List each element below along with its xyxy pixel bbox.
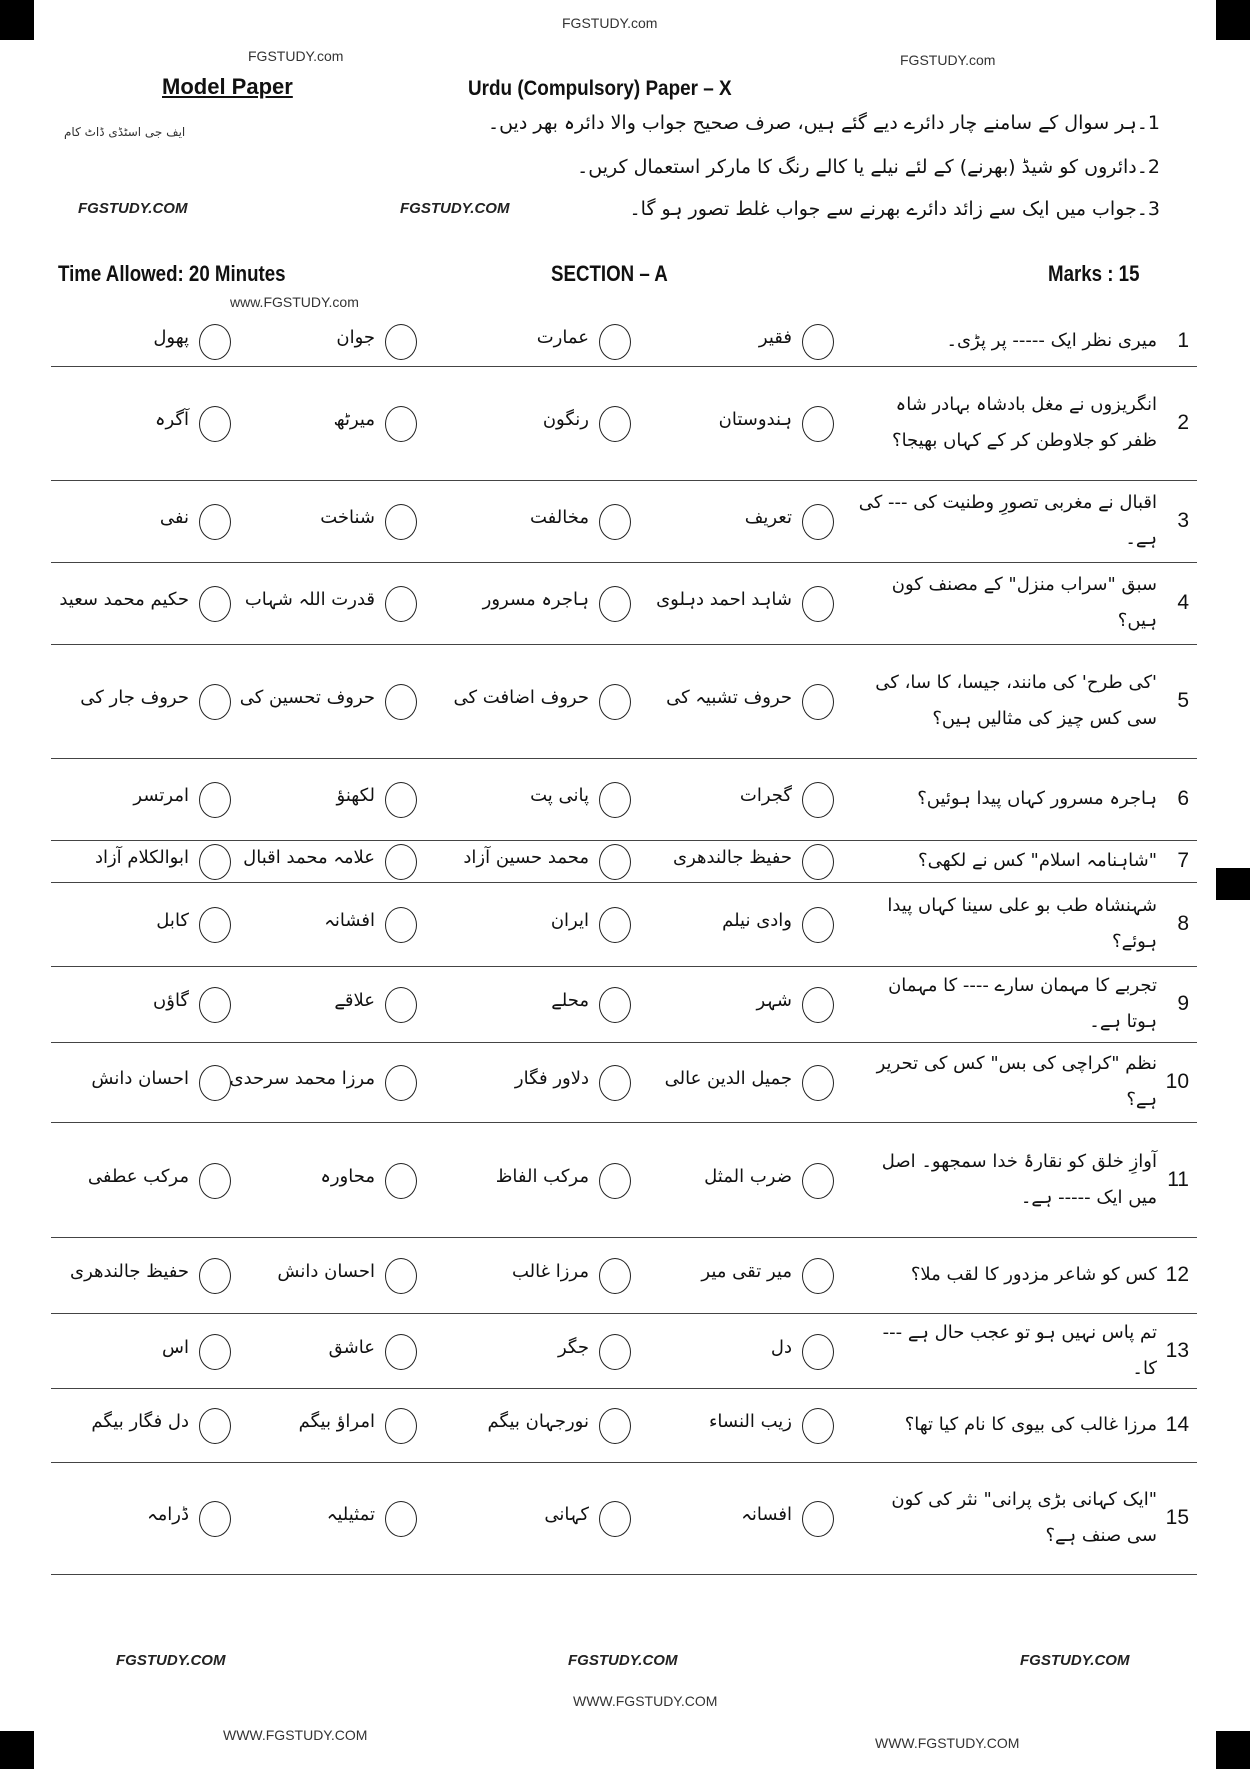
answer-bubble[interactable]	[385, 1258, 417, 1294]
answer-option[interactable]	[451, 1160, 631, 1200]
question-number: 2	[1177, 411, 1189, 434]
question-row	[51, 1388, 1197, 1463]
question-row	[51, 1313, 1197, 1389]
answer-bubble[interactable]	[199, 504, 231, 540]
option-text: آگرہ	[154, 409, 189, 430]
footer-watermark-center: FGSTUDY.COM	[568, 1652, 678, 1669]
option-text: دل فگار بیگم	[91, 1411, 189, 1432]
question-number: 4	[1177, 591, 1189, 614]
option-text: حکیم محمد سعید	[59, 589, 189, 610]
answer-option[interactable]	[51, 1331, 231, 1371]
answer-option[interactable]	[654, 501, 834, 541]
answer-bubble[interactable]	[802, 907, 834, 943]
answer-bubble[interactable]	[802, 1258, 834, 1294]
question-number: 13	[1165, 1338, 1189, 1362]
answer-bubble[interactable]	[599, 987, 631, 1023]
question-number: 5	[1177, 689, 1189, 712]
question-text: مرزا غالب کی بیوی کا نام کیا تھا؟	[904, 1414, 1157, 1435]
question-number: 6	[1177, 787, 1189, 810]
answer-option[interactable]	[51, 984, 231, 1024]
answer-option[interactable]	[654, 681, 834, 721]
option-text: احسان دانش	[277, 1261, 375, 1282]
answer-option[interactable]	[654, 904, 834, 944]
answer-option[interactable]	[654, 1331, 834, 1371]
question-number: 3	[1177, 509, 1189, 532]
answer-bubble[interactable]	[802, 684, 834, 720]
question-text: آوازِ خلق کو نقارۂ خدا سمجھو۔ اصل میں ایک ----- ہے۔	[881, 1150, 1157, 1208]
answer-option[interactable]	[51, 841, 231, 881]
option-text: جگر	[558, 1336, 589, 1358]
answer-bubble[interactable]	[599, 504, 631, 540]
answer-option[interactable]	[451, 1255, 631, 1295]
answer-option[interactable]	[237, 1331, 417, 1371]
answer-bubble[interactable]	[199, 1163, 231, 1199]
option-text: ضرب المثل	[704, 1165, 792, 1187]
option-text: عاشق	[328, 1336, 375, 1358]
answer-option[interactable]	[237, 1498, 417, 1538]
option-text: ڈرامہ	[147, 1504, 189, 1525]
answer-option[interactable]	[51, 403, 231, 443]
answer-option[interactable]	[451, 984, 631, 1024]
answer-bubble[interactable]	[199, 1408, 231, 1444]
question-row	[51, 316, 1197, 367]
answer-option[interactable]	[237, 984, 417, 1024]
answer-bubble[interactable]	[199, 1065, 231, 1101]
answer-bubble[interactable]	[199, 406, 231, 442]
option-text: ہاجرہ مسرور	[482, 589, 589, 610]
option-text: گجرات	[739, 785, 792, 806]
answer-bubble[interactable]	[385, 907, 417, 943]
option-text: امرتسر	[133, 785, 189, 806]
question-row	[51, 840, 1197, 883]
option-text: مرزا محمد سرحدی	[229, 1068, 375, 1089]
question-number: 14	[1165, 1413, 1189, 1436]
answer-option[interactable]	[451, 321, 631, 361]
option-text: محمد حسین آزاد	[463, 847, 589, 868]
option-text: امراؤ بیگم	[298, 1411, 375, 1432]
option-text: شاہد احمد دہلوی	[656, 589, 792, 610]
answer-option[interactable]	[451, 779, 631, 819]
answer-option[interactable]	[451, 1062, 631, 1102]
instruction-3: 3۔جواب میں ایک سے زائد دائرے بھرنے سے جواب غلط تصور ہو گا۔	[629, 198, 1160, 220]
answer-bubble[interactable]	[599, 324, 631, 360]
answer-option[interactable]	[237, 1160, 417, 1200]
answer-option[interactable]	[654, 1255, 834, 1295]
answer-option[interactable]	[654, 779, 834, 819]
question-number: 11	[1167, 1167, 1189, 1191]
option-text: حروف تحسین کی	[239, 687, 375, 708]
answer-option[interactable]	[654, 583, 834, 623]
answer-bubble[interactable]	[385, 1163, 417, 1199]
answer-bubble[interactable]	[599, 1501, 631, 1537]
answer-option[interactable]	[237, 583, 417, 623]
question-row	[51, 882, 1197, 967]
answer-option[interactable]	[237, 321, 417, 361]
registration-mark-bottom-left	[0, 1731, 34, 1769]
watermark-left-bold: FGSTUDY.COM	[78, 200, 188, 217]
option-text: حفیظ جالندھری	[673, 847, 792, 868]
answer-bubble[interactable]	[199, 1258, 231, 1294]
option-text: محلے	[551, 990, 589, 1011]
answer-bubble[interactable]	[802, 1163, 834, 1199]
question-row	[51, 366, 1197, 481]
answer-bubble[interactable]	[599, 1408, 631, 1444]
answer-bubble[interactable]	[599, 844, 631, 880]
watermark-top-left: FGSTUDY.com	[248, 48, 344, 64]
answer-bubble[interactable]	[599, 1258, 631, 1294]
watermark-top-right: FGSTUDY.com	[900, 52, 996, 68]
answer-bubble[interactable]	[385, 987, 417, 1023]
watermark-top-center: FGSTUDY.com	[562, 15, 658, 31]
option-text: پانی پت	[530, 785, 589, 806]
watermark-center-bold: FGSTUDY.COM	[400, 200, 510, 217]
answer-bubble[interactable]	[385, 1065, 417, 1101]
option-text: دل	[770, 1336, 792, 1358]
question-row	[51, 644, 1197, 759]
answer-option[interactable]	[654, 321, 834, 361]
option-text: جوان	[336, 327, 375, 348]
answer-option[interactable]	[654, 1405, 834, 1445]
question-number: 8	[1177, 912, 1189, 935]
option-text: نورجہان بیگم	[487, 1411, 589, 1432]
answer-option[interactable]	[451, 841, 631, 881]
answer-option[interactable]	[654, 984, 834, 1024]
answer-option[interactable]	[451, 501, 631, 541]
option-text: حروف تشبیہ کی	[666, 687, 792, 708]
option-text: علامہ محمد اقبال	[243, 847, 375, 868]
answer-option[interactable]	[237, 841, 417, 881]
option-text: مرکب عطفی	[87, 1165, 189, 1187]
option-text: حروف اضافت کی	[453, 687, 589, 708]
answer-bubble[interactable]	[199, 1501, 231, 1537]
answer-bubble[interactable]	[599, 586, 631, 622]
answer-bubble[interactable]	[385, 684, 417, 720]
footer-watermark-right: FGSTUDY.COM	[1020, 1652, 1130, 1669]
answer-option[interactable]	[237, 1405, 417, 1445]
answer-bubble[interactable]	[802, 586, 834, 622]
question-text: "شاہنامہ اسلام" کس نے لکھی؟	[918, 850, 1157, 871]
answer-bubble[interactable]	[385, 504, 417, 540]
question-row	[51, 562, 1197, 645]
option-text: رنگون	[542, 409, 589, 430]
answer-option[interactable]	[237, 681, 417, 721]
answer-option[interactable]	[51, 501, 231, 541]
question-text: سبق "سراب منزل" کے مصنف کون ہیں؟	[891, 574, 1157, 631]
option-text: کہانی	[544, 1504, 589, 1525]
option-text: افشانہ	[324, 910, 375, 931]
answer-option[interactable]	[451, 1498, 631, 1538]
answer-option[interactable]	[229, 1062, 417, 1102]
paper-title: Urdu (Compulsory) Paper – X	[468, 77, 732, 100]
instruction-2: 2۔دائروں کو شیڈ (بھرنے) کے لئے نیلے یا کالے رنگ کا مارکر استعمال کریں۔	[577, 156, 1160, 178]
answer-bubble[interactable]	[599, 1334, 631, 1370]
instruction-1: 1۔ہر سوال کے سامنے چار دائرے دیے گئے ہیں، صرف صحیح جواب والا دائرہ بھر دیں۔	[487, 112, 1160, 134]
answer-option[interactable]	[451, 904, 631, 944]
footer-watermark-left: FGSTUDY.COM	[116, 1652, 226, 1669]
answer-option[interactable]	[237, 1255, 417, 1295]
footer-www-center: WWW.FGSTUDY.COM	[573, 1693, 718, 1709]
marks-label: Marks : 15	[1048, 261, 1140, 286]
answer-option[interactable]	[51, 321, 231, 361]
option-text: قدرت اللہ شہاب	[244, 589, 375, 610]
answer-option[interactable]	[51, 681, 231, 721]
option-text: افسانہ	[741, 1504, 792, 1525]
answer-option[interactable]	[51, 583, 231, 623]
option-text: دلاور فگار	[514, 1068, 589, 1089]
option-text: علاقے	[334, 990, 375, 1011]
question-text: انگریزوں نے مغل بادشاہ بہادر شاہ ظفر کو جلاوطن کر کے کہاں بھیجا؟	[892, 394, 1157, 451]
answer-bubble[interactable]	[802, 504, 834, 540]
answer-option[interactable]	[51, 1405, 231, 1445]
option-text: عمارت	[536, 327, 589, 348]
answer-bubble[interactable]	[385, 406, 417, 442]
answer-bubble[interactable]	[802, 324, 834, 360]
option-text: فقیر	[758, 327, 792, 348]
question-text: شہنشاہ طب بو علی سینا کہاں پیدا ہوئے؟	[887, 895, 1157, 952]
question-number: 10	[1165, 1070, 1189, 1093]
answer-option[interactable]	[51, 904, 231, 944]
answer-option[interactable]	[237, 403, 417, 443]
registration-mark-right-middle	[1216, 868, 1250, 900]
option-text: گاؤں	[153, 990, 189, 1011]
option-text: تعریف	[744, 507, 792, 528]
option-text: احسان دانش	[91, 1068, 189, 1089]
answer-option[interactable]	[451, 1331, 631, 1371]
option-text: حفیظ جالندھری	[70, 1261, 189, 1282]
answer-bubble[interactable]	[199, 782, 231, 818]
answer-bubble[interactable]	[385, 844, 417, 880]
registration-mark-top-right	[1216, 0, 1250, 40]
answer-option[interactable]	[451, 403, 631, 443]
option-text: ہندوستان	[718, 409, 792, 430]
answer-option[interactable]	[451, 681, 631, 721]
option-text: محاورہ	[320, 1165, 375, 1187]
option-text: مرزا غالب	[511, 1261, 589, 1282]
time-allowed: Time Allowed: 20 Minutes	[58, 261, 286, 286]
option-text: مرکب الفاظ	[495, 1165, 589, 1187]
answer-option[interactable]	[237, 904, 417, 944]
option-text: تمثیلیہ	[326, 1504, 375, 1525]
answer-bubble[interactable]	[599, 1065, 631, 1101]
answer-bubble[interactable]	[385, 1334, 417, 1370]
answer-option[interactable]	[51, 1160, 231, 1200]
model-paper-label: Model Paper	[162, 74, 293, 99]
registration-mark-bottom-right	[1216, 1731, 1250, 1769]
option-text: میرٹھ	[333, 409, 375, 430]
option-text: شہر	[756, 990, 792, 1011]
option-text: پھول	[153, 327, 189, 348]
answer-bubble[interactable]	[599, 684, 631, 720]
answer-bubble[interactable]	[802, 844, 834, 880]
answer-bubble[interactable]	[199, 1334, 231, 1370]
answer-option[interactable]	[654, 1062, 834, 1102]
question-number: 9	[1177, 992, 1189, 1015]
answer-option[interactable]	[451, 1405, 631, 1445]
question-text: نظم "کراچی کی بس" کس کی تحریر ہے؟	[876, 1053, 1157, 1110]
answer-bubble[interactable]	[199, 907, 231, 943]
question-text: ہاجرہ مسرور کہاں پیدا ہوئیں؟	[917, 788, 1157, 809]
answer-option[interactable]	[51, 1498, 231, 1538]
question-row	[51, 1042, 1197, 1123]
question-number: 12	[1165, 1263, 1189, 1286]
registration-mark-top-left	[0, 0, 34, 40]
question-row	[51, 480, 1197, 563]
question-text: تم پاس نہیں ہو تو عجب حال ہے --- کا۔	[882, 1321, 1157, 1379]
answer-option[interactable]	[237, 501, 417, 541]
answer-bubble[interactable]	[599, 907, 631, 943]
question-row	[51, 1237, 1197, 1314]
option-text: نفی	[159, 507, 189, 528]
option-text: مخالفت	[529, 507, 589, 528]
option-text: ابوالکلام آزاد	[94, 847, 189, 868]
answer-option[interactable]	[51, 779, 231, 819]
question-text: "ایک کہانی بڑی پرانی" نثر کی کون سی صنف ہے؟	[891, 1489, 1157, 1546]
question-text: 'کی طرح' کی مانند، جیسا، کا سا، کی سی کس چیز کی مثالیں ہیں؟	[875, 672, 1157, 729]
question-row	[51, 758, 1197, 841]
answer-bubble[interactable]	[599, 406, 631, 442]
answer-bubble[interactable]	[385, 586, 417, 622]
answer-bubble[interactable]	[802, 1065, 834, 1101]
answer-option[interactable]	[451, 583, 631, 623]
answer-option[interactable]	[51, 1062, 231, 1102]
answer-option[interactable]	[654, 1498, 834, 1538]
answer-bubble[interactable]	[385, 324, 417, 360]
option-text: جمیل الدین عالی	[664, 1068, 792, 1089]
question-row	[51, 1122, 1197, 1238]
answer-bubble[interactable]	[199, 987, 231, 1023]
answer-bubble[interactable]	[802, 1408, 834, 1444]
option-text: وادی نیلم	[722, 910, 792, 931]
footer-www-right: WWW.FGSTUDY.COM	[875, 1735, 1020, 1751]
answer-bubble[interactable]	[385, 1408, 417, 1444]
answer-bubble[interactable]	[199, 684, 231, 720]
answer-bubble[interactable]	[802, 1501, 834, 1537]
answer-bubble[interactable]	[802, 987, 834, 1023]
answer-bubble[interactable]	[599, 1163, 631, 1199]
option-text: شناخت	[320, 507, 375, 528]
answer-option[interactable]	[654, 1160, 834, 1200]
answer-bubble[interactable]	[199, 324, 231, 360]
answer-bubble[interactable]	[385, 782, 417, 818]
answer-option[interactable]	[654, 403, 834, 443]
answer-bubble[interactable]	[199, 844, 231, 880]
option-text: اس	[162, 1336, 189, 1358]
answer-option[interactable]	[51, 1255, 231, 1295]
answer-bubble[interactable]	[385, 1501, 417, 1537]
question-row	[51, 966, 1197, 1043]
option-text: حروف جار کی	[80, 687, 189, 708]
watermark-urdu-left: ایف جی اسٹڈی ڈاٹ کام	[64, 125, 186, 139]
answer-option[interactable]	[237, 779, 417, 819]
answer-bubble[interactable]	[802, 782, 834, 818]
question-number: 7	[1177, 849, 1189, 872]
option-text: کابل	[156, 910, 189, 931]
answer-bubble[interactable]	[802, 1334, 834, 1370]
watermark-www: www.FGSTUDY.com	[230, 294, 359, 310]
option-text: میر تقی میر	[701, 1261, 792, 1282]
answer-bubble[interactable]	[802, 406, 834, 442]
option-text: ایران	[550, 910, 589, 931]
question-number: 15	[1165, 1506, 1189, 1529]
question-text: کس کو شاعر مزدور کا لقب ملا؟	[910, 1264, 1157, 1285]
question-text: تجربے کا مہمان سارے ---- کا مہمان ہوتا ہے۔	[888, 975, 1157, 1032]
question-text: اقبال نے مغربی تصورِ وطنیت کی --- کی ہے۔	[858, 492, 1157, 549]
question-row	[51, 1462, 1197, 1575]
footer-www-left: WWW.FGSTUDY.COM	[223, 1727, 368, 1743]
section-title: SECTION – A	[551, 261, 668, 286]
answer-bubble[interactable]	[599, 782, 631, 818]
option-text: لکھنؤ	[336, 785, 375, 806]
question-text: میری نظر ایک ----- پر پڑی۔	[946, 330, 1157, 351]
answer-bubble[interactable]	[199, 586, 231, 622]
option-text: زیب النساء	[708, 1411, 792, 1432]
question-number: 1	[1177, 329, 1189, 352]
answer-option[interactable]	[654, 841, 834, 881]
